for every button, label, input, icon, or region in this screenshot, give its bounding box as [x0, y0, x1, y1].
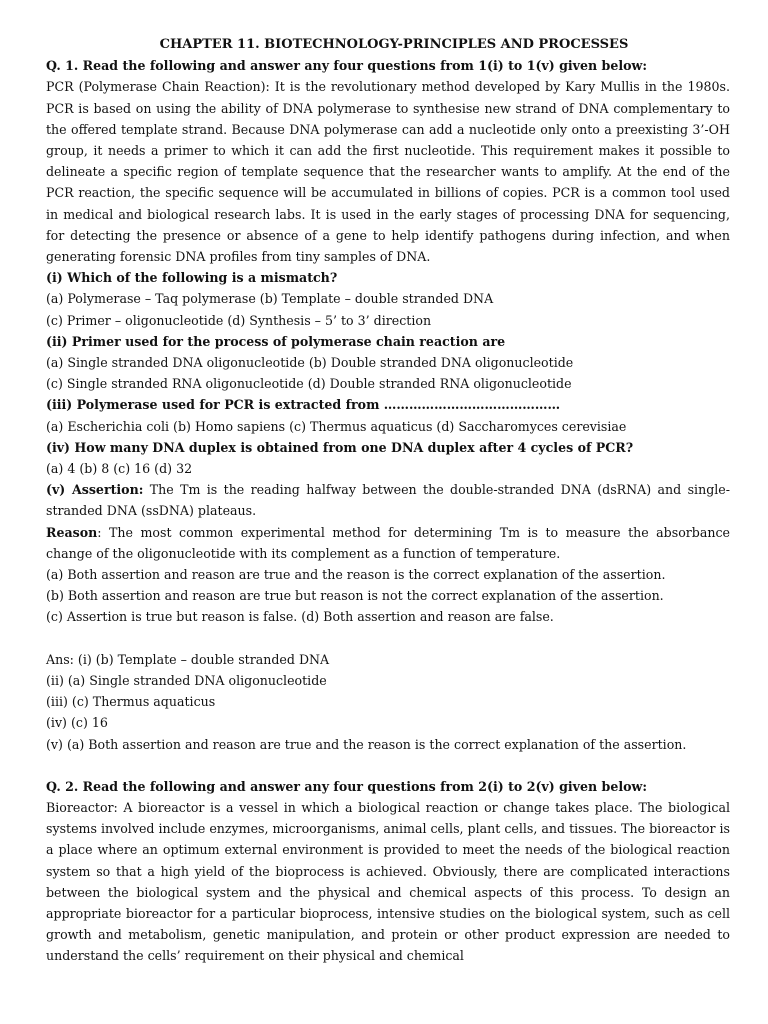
- answer-line: (iii) (c) Thermus aquaticus: [46, 694, 216, 710]
- q1-v-option-a: (a) Both assertion and reason are true and the reason is the correct explanation of the assertion.: [46, 567, 666, 583]
- q1-ii-options-1: (a) Single stranded DNA oligonucleotide (b) Double stranded DNA oligonucleotide: [46, 355, 574, 371]
- q2-heading: Q. 2. Read the following and answer any four questions from 2(i) to 2(v) given below:: [46, 778, 648, 794]
- q1-iii-options: (a) Escherichia coli (b) Homo sapiens (c) Thermus aquaticus (d) Saccharomyces cerevisiae: [46, 418, 627, 434]
- q1-v-option-cd: (c) Assertion is true but reason is false. (d) Both assertion and reason are false.: [46, 609, 554, 625]
- q1-passage: PCR (Polymerase Chain Reaction): It is the revolutionary method developed by Kary Mullis in the 1980s. PCR is based on using the ability of DNA polymerase to synthesise new strand of DNA complementary to the offered template strand. Because DNA polymerase can add a nucleotide only onto a preexisting 3’-OH group, it needs a primer to which it can add the first nucleotide. This requirement makes it possible to delineate a specific region of template sequence that the researcher wants to amplify. At the end of the PCR reaction, the specific sequence will be accumulated in billions of copies. PCR is a common tool used in medical and biological research labs. It is used in the early stages of processing DNA for sequencing, for detecting the presence or absence of a gene to help identify pathogens during infection, and when generating forensic DNA profiles from tiny samples of DNA.: [46, 79, 730, 265]
- q1-ii-options-2: (c) Single stranded RNA oligonucleotide (d) Double stranded RNA oligonucleotide: [46, 376, 572, 392]
- answer-line: (ii) (a) Single stranded DNA oligonucleotide: [46, 672, 327, 688]
- q1-i-options-2: (c) Primer – oligonucleotide (d) Synthesis – 5’ to 3’ direction: [46, 312, 432, 328]
- spacer: [46, 755, 730, 776]
- q1-v-option-b: (b) Both assertion and reason are true but reason is not the correct explanation of the assertion.: [46, 588, 664, 604]
- q1-ii-question: (ii) Primer used for the process of polymerase chain reaction are: [46, 333, 506, 349]
- chapter-title: CHAPTER 11. BIOTECHNOLOGY-PRINCIPLES AND PROCESSES: [159, 37, 629, 52]
- q1-v-assertion: [46, 479, 730, 521]
- reason-label: Reason: [46, 524, 98, 540]
- q2-passage: Bioreactor: A bioreactor is a vessel in which a biological reaction or change takes place. The biological systems involved include enzymes, microorganisms, animal cells, plant cells, and tissues. The bioreactor is a place where an optimum external environment is provided to meet the needs of the biological reaction system so that a high yield of the bioprocess is achieved. Obviously, there are complicated interactions between the biological system and the physical and chemical aspects of this process. To design an appropriate bioreactor for a particular bioprocess, intensive studies on the biological system, such as cell growth and metabolism, genetic manipulation, and protein or other product expression are needed to understand the cells’ requirement on their physical and chemical: [46, 799, 730, 964]
- q1-i-options-1: (a) Polymerase – Taq polymerase (b) Template – double stranded DNA: [46, 291, 494, 307]
- q1-i-question: (i) Which of the following is a mismatch?: [46, 270, 338, 286]
- document-page: [46, 34, 730, 967]
- q1-iv-options: (a) 4 (b) 8 (c) 16 (d) 32: [46, 461, 193, 477]
- q1-heading: Q. 1. Read the following and answer any four questions from 1(i) to 1(v) given below:: [46, 58, 648, 74]
- assertion-text: The Tm is the reading halfway between the double-stranded DNA (dsRNA) and single-stranded DNA (ssDNA) plateaus.: [46, 482, 730, 519]
- answer-line: (iv) (c) 16: [46, 715, 108, 731]
- spacer: [46, 628, 730, 649]
- assertion-label: (v) Assertion:: [46, 482, 144, 498]
- reason-text: : The most common experimental method for determining Tm is to measure the absorbance change of the oligonucleotide with its complement as a function of temperature.: [46, 524, 730, 561]
- q1-iii-question: (iii) Polymerase used for PCR is extracted from ……………………………………: [46, 397, 561, 413]
- answer-line: Ans: (i) (b) Template – double stranded DNA: [46, 651, 330, 667]
- q1-v-reason: [46, 522, 730, 564]
- answer-line: (v) (a) Both assertion and reason are true and the reason is the correct explanation of the assertion.: [46, 736, 687, 752]
- q1-iv-question: (iv) How many DNA duplex is obtained from one DNA duplex after 4 cycles of PCR?: [46, 439, 634, 455]
